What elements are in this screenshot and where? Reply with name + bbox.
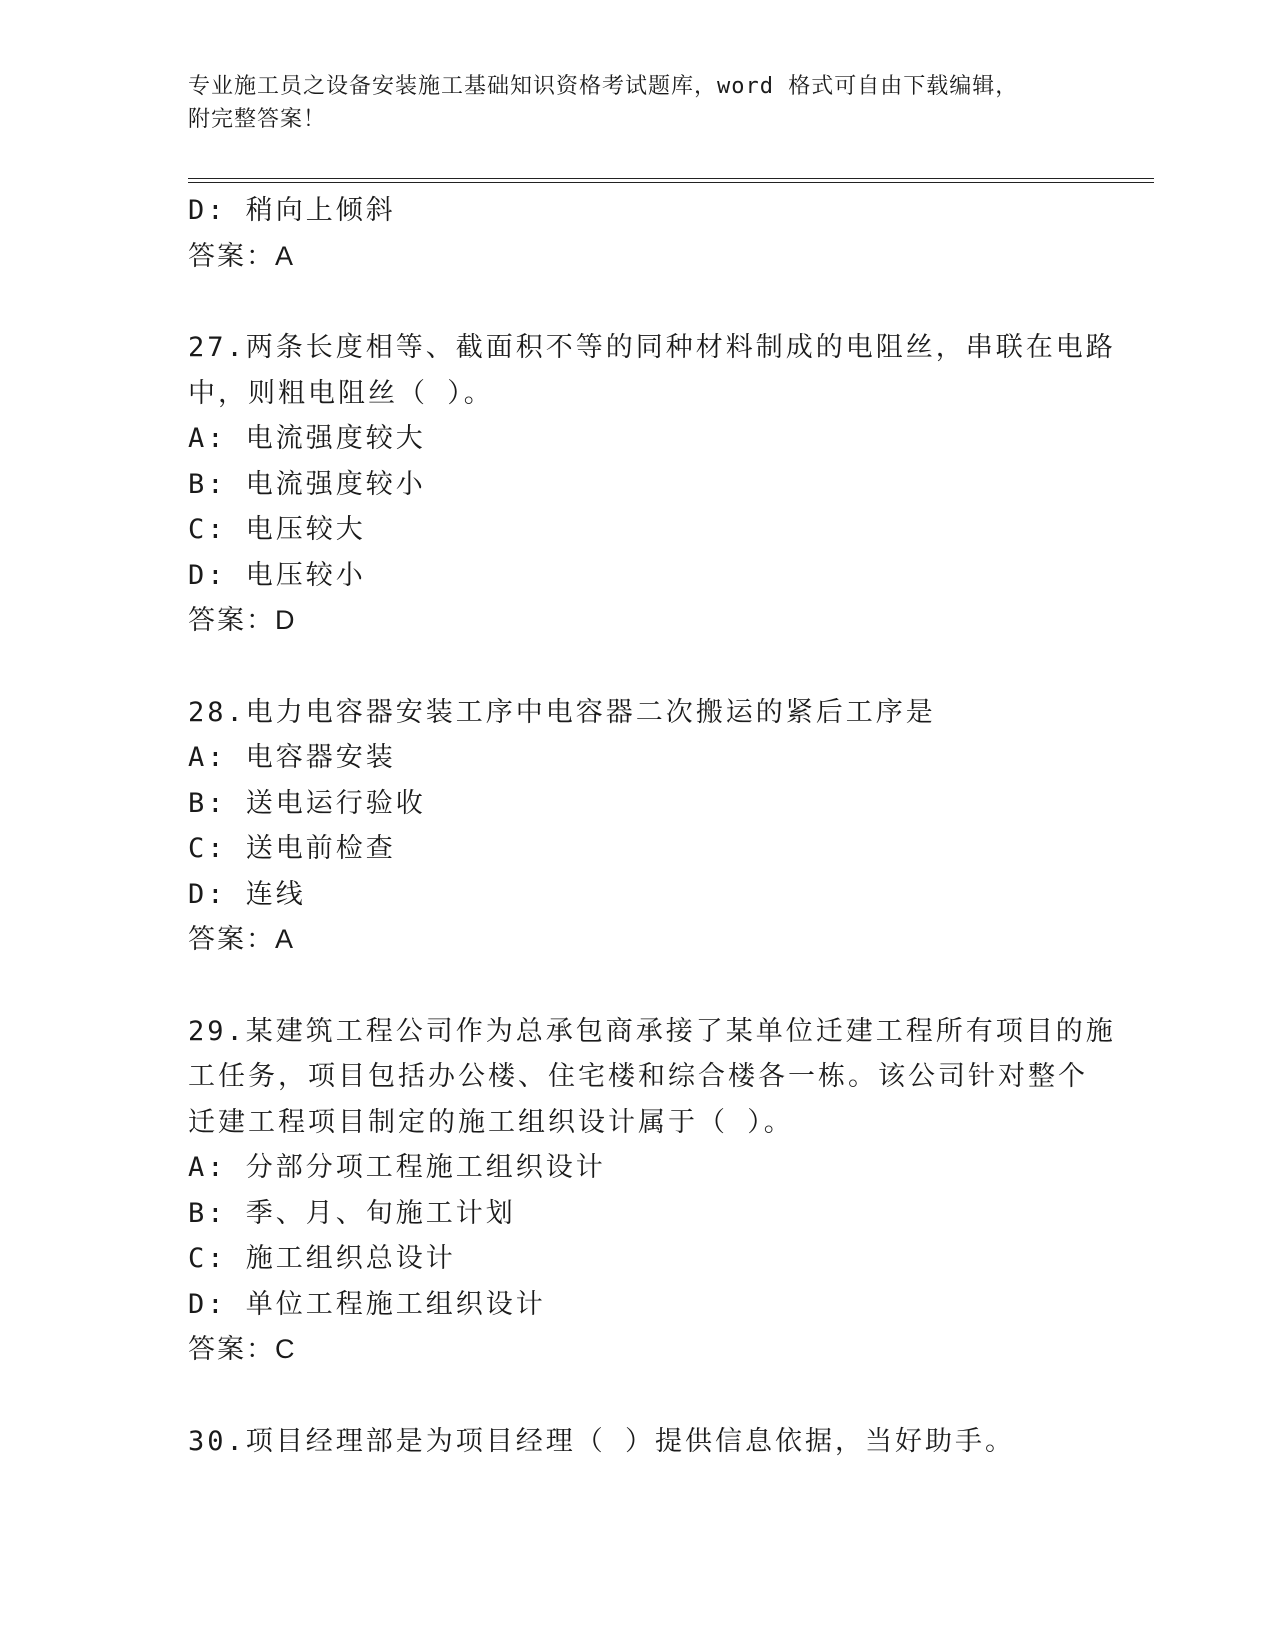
option-a: A: 电容器安装 [188,742,396,773]
answer-line: 答案：A [188,240,296,271]
document-header [188,70,1088,136]
question-28 [188,690,1088,963]
header-double-rule [188,178,1154,183]
question-stem: 29.某建筑工程公司作为总承包商承接了某单位迁建工程所有项目的施 [188,1015,1116,1047]
question-29 [188,1009,1116,1373]
option-d: D: 稍向上倾斜 [188,195,396,226]
option-c: C: 施工组织总设计 [188,1243,456,1274]
question-26-tail [188,188,1088,279]
option-b: B: 送电运行验收 [188,787,426,819]
option-c: C: 电压较大 [188,514,366,545]
question-stem: 30.项目经理部是为项目经理（ ）提供信息依据，当好助手。 [188,1425,1016,1457]
question-gap [188,644,1088,690]
header-line-2: 附完整答案！ [188,107,327,132]
option-b: B: 电流强度较小 [188,468,426,500]
option-d: D: 连线 [188,878,306,910]
question-gap [188,963,1088,1009]
question-stem: 中，则粗电阻丝（ ）。 [188,377,494,409]
answer-line: 答案：C [188,1334,297,1364]
option-c: C: 送电前检查 [188,833,396,864]
option-b: B: 季、月、旬施工计划 [188,1197,516,1229]
option-d: D: 电压较小 [188,559,366,591]
question-27 [188,325,1116,644]
question-30 [188,1419,1088,1465]
question-gap [188,279,1088,325]
question-stem: 27.两条长度相等、截面积不等的同种材料制成的电阻丝，串联在电路 [188,332,1116,363]
option-d: D: 单位工程施工组织设计 [188,1288,546,1320]
answer-line: 答案：D [188,605,297,635]
header-line-1: 专业施工员之设备安装施工基础知识资格考试题库，word 格式可自由下载编辑， [188,74,1019,99]
question-stem: 工任务，项目包括办公楼、住宅楼和综合楼各一栋。该公司针对整个 [188,1061,1088,1092]
question-stem: 28.电力电容器安装工序中电容器二次搬运的紧后工序是 [188,696,936,728]
question-gap [188,1373,1088,1419]
option-a: A: 电流强度较大 [188,423,426,454]
answer-line: 答案：A [188,924,296,954]
question-stem: 迁建工程项目制定的施工组织设计属于（ ）。 [188,1106,794,1138]
question-list [188,188,1116,1464]
option-a: A: 分部分项工程施工组织设计 [188,1152,606,1183]
